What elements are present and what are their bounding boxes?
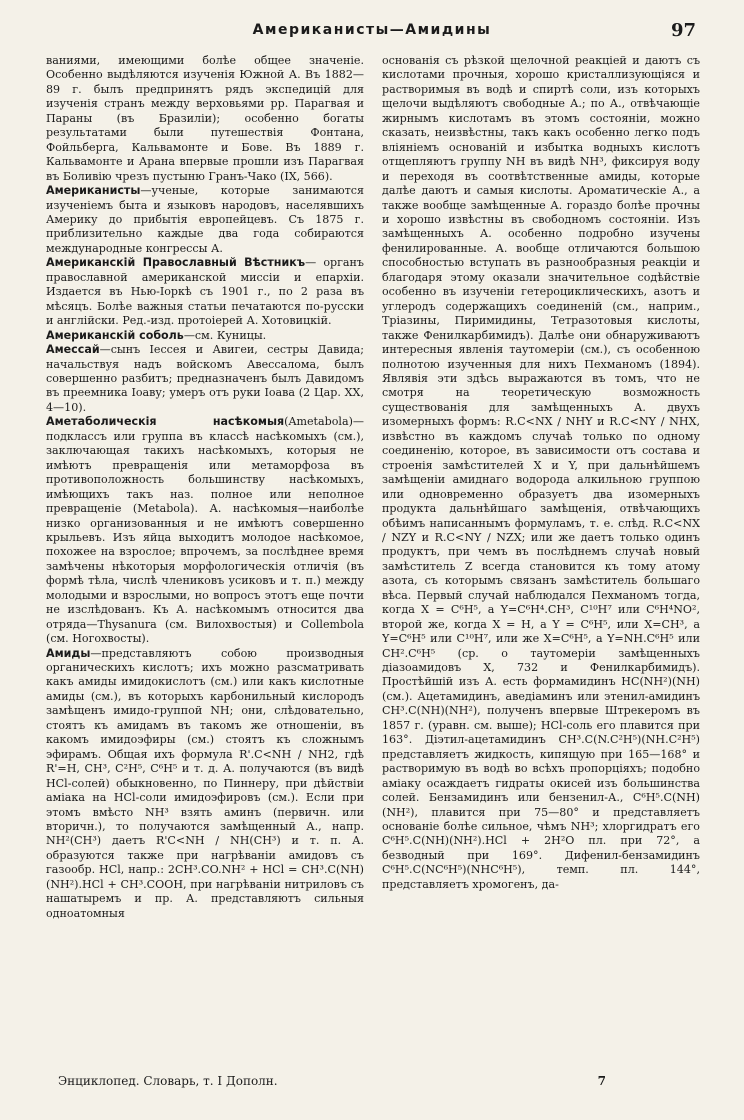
entry-headword: Амиды <box>46 646 91 660</box>
text-columns <box>46 54 700 1044</box>
left-column-paragraph <box>46 54 364 184</box>
page-header <box>48 22 696 46</box>
footer-signature: Энциклопед. Словарь, т. I Дополн. <box>58 1074 278 1088</box>
left-column-paragraph <box>46 184 364 256</box>
right-column-paragraph <box>382 54 700 892</box>
entry-text: —представляютъ собою производныя органическихъ кислотъ; ихъ можно разсматривать какъ амиды имидокислотъ (см.) или какъ кислотные амиды (см.), въ которыхъ карбонильный кислородъ замѣщенъ имидо-группой NH; они, слѣдовательно, стоятъ къ амидамъ въ такомъ же отношеніи, въ какомъ имидоэфиры (см.) стоятъ къ сложнымъ эфирамъ. Общая ихъ формула R'.C<NH / NH2, гдѣ R'=H, CH³, C²H⁵, C⁶H⁵ и т. д. А. получаются (въ видѣ HCl-солей) обыкновенно, по Пиннеру, при дѣйствіи аміака на HCl-соли имидоэфировъ (см.). Если при этомъ вмѣсто NH³ взять аминъ (первичн. или вторичн.), то получаются замѣщенный А., напр. NH²(CH³) даетъ R'C<NH / NH(CH³) и т. п. А. образуются также при нагрѣваніи амидовъ съ газообр. HCl, напр.: 2CH³.CO.NH² + HCl = CH³.C(NH)(NH²).HCl + CH³.COOH, при нагрѣваніи нитриловъ съ нашатыремъ и пр. А. представляютъ сильныя одноатомныя <box>46 646 364 920</box>
left-column-paragraph <box>46 329 364 343</box>
entry-text: — органъ православной американской миссіи и епархіи. Издается въ Нью-Іоркѣ съ 1901 г., по 2 раза въ мѣсяцъ. Болѣе важныя статьи печатаются по-русски и англійски. Ред.-изд. протоіерей А. Хотовицкій. <box>46 256 364 328</box>
entry-text: —сынъ Іессея и Авигеи, сестры Давида; начальствуя надъ войскомъ Авессалома, былъ совершенно разбитъ; предназначенъ былъ Давидомъ въ преемника Іоаву; умеръ отъ руки Іоава (2 Цар. XX, 4—10). <box>46 343 364 414</box>
left-column <box>46 54 364 1044</box>
left-column-paragraph <box>46 256 364 328</box>
entry-headword: Американскій соболь <box>46 328 184 342</box>
entry-text: —см. Куницы. <box>183 328 267 342</box>
entry-text: ваниями, имеющими болѣе общее значеніе. Особенно выдѣляются изученія Южной А. Въ 1882—89 г. былъ предпринятъ рядъ экспедицій для изученія странъ между верховьями рр. Парагвая и Параны (въ Бразиліи); особенно богаты результатами были путешествія Фонтана, Фойльберга, Кальвамонте и Бове. Въ 1889 г. Кальвамонте и Арана впервые прошли изъ Парагвая въ Боливію чрезъ пустыню Гранъ-Чако (IX, 566). <box>46 54 364 183</box>
page-number: 97 <box>670 20 696 41</box>
entry-headword: Американскій Православный Вѣстникъ <box>46 256 306 270</box>
entry-headword: Аметаболическія насѣкомыя <box>46 415 285 429</box>
entry-text: основанія съ рѣзкой щелочной реакціей и даютъ съ кислотами прочныя, хорошо кристаллизующіяся и растворимыя въ водѣ и спиртѣ соли, изъ которыхъ щелочи выдѣляютъ свободные А.; по А., отвѣчающіе жирнымъ кислотамъ въ этомъ состояніи, можно сказать, неизвѣстны, такъ какъ особенно легко подъ вліяніемъ основаній и избытка водныхъ кислотъ отщепляютъ группу NH въ видѣ NH³, фиксируя воду и переходя въ соотвѣтственные амиды, которые далѣе даютъ и самыя кислоты. Ароматическіе А., а также вообще замѣщенные А. гораздо болѣе прочны и хорошо извѣстны въ свободномъ состояніи. Изъ замѣщенныхъ А. особенно подробно изучены фенилированные. А. вообще отличаются большою способностью вступать въ разнообразныя реакціи и благодаря этому оказали значительное содѣйствіе особенно въ изученіи гетероциклическихъ, азотъ и углеродъ содержащихъ соединеній (см., наприм., Тріазины, Пиримидины, Тетразотовыя кислоты, также Фенилкарбимидъ). Далѣе они обнаруживаютъ интересныя явленія таутомеріи (см.), съ особенною полнотою изученныя для нихъ Пехманомъ (1894). Являвія эти здѣсь выражаются въ томъ, что не смотря на теоретическую возможность существованія для замѣщенныхъ А. двухъ изомерныхъ формъ: R.C<NX / NHY и R.C<NY / NHX, извѣстно въ каждомъ случаѣ только по одному соединенію, которое, въ зависимости отъ состава и строенія замѣстителей X и Y, при дальнѣйшемъ замѣщеніи амиднаго водорода алкильною группою или одновременно образуетъ два изомерныхъ продукта дальнѣйшаго замѣщенія, отвѣчающихъ обѣимъ написаннымъ формуламъ, т. е. слѣд. R.C<NX / NZY и R.C<NY / NZX; или же даетъ только одинъ продуктъ, при чемъ въ послѣднемъ случаѣ новый замѣститель Z всегда становится къ тому атому азота, съ которымъ связанъ замѣститель большаго вѣса. Первый случай наблюдался Пехманомъ тогда, когда X = C⁶H⁵, а Y=C⁶H⁴.CH³, C¹⁰H⁷ или C⁶H⁴NO², второй же, когда X = H, а Y = C⁶H⁵, или X=CH³, а Y=C⁶H⁵ или C¹⁰H⁷, или же X=C⁶H⁵, а Y=NH.C⁶H⁵ или CH².C⁶H⁵ (ср. о таутомеріи замѣщенныхъ діазоамидовъ X, 732 и Фенилкарбимидъ). Простѣйшій изъ А. есть формамидинъ HC(NH²)(NH) (см.). Ацетамидинъ, аведіаминъ или этенил-амидинъ CH³.C(NH)(NH²), полученъ впервые Штрекеромъ въ 1857 г. (уравн. см. выше); HCl-соль его плавится при 163°. Діэтил-ацетамидинъ CH³.C(N.C²H⁵)(NH.C²H⁵) представляетъ жидкость, кипящую при 165—168° и растворимую въ водѣ во всѣхъ пропорціяхъ; подобно аміаку осаждаетъ гидраты окисей изъ большинства солей. Бензамидинъ или бензенил-А., C⁶H⁵.C(NH)(NH²), плавится при 75—80° и представляетъ основаніе болѣе сильное, чѣмъ NH³; хлоргидратъ его C⁶H⁵.C(NH)(NH²).HCl + 2H²O пл. при 72°, а безводный при 169°. Дифенил-бензамидинъ C⁶H⁵.C(NC⁶H⁵)(NHC⁶H⁵), темп. пл. 144°, представляетъ хромогенъ, да- <box>382 54 700 891</box>
right-column <box>382 54 700 1044</box>
left-column-paragraph <box>46 343 364 415</box>
entry-headword: Амессай <box>46 343 100 357</box>
left-column-paragraph <box>46 647 364 922</box>
signature-mark: 7 <box>597 1074 606 1088</box>
entry-text: (Ametabola)—подклассъ или группа въ классѣ насѣкомыхъ (см.), заключающая такихъ насѣкомыхъ, которыя не имѣютъ превращенія или метаморфоза въ противоположность большинству насѣкомыхъ, имѣющихъ такъ наз. полное или неполное превращеніе (Metabola). А. насѣкомыя—наиболѣе низко организованныя и не имѣютъ совершенно крыльевъ. Изъ яйца выходитъ молодое насѣкомое, похожее на взрослое; впрочемъ, за послѣднее время замѣчены нѣкоторыя морфологическія отличія (въ формѣ тѣла, числѣ члениковъ усиковъ и т. п.) между молодыми и взрослыми, но вопросъ этотъ еще почти не изслѣдованъ. Къ А. насѣкомымъ относится два отряда—Thysanura (см. Вилохвостыя) и Collembola (см. Ногохвосты). <box>46 415 364 646</box>
running-head: Американисты—Амидины <box>252 22 492 38</box>
entry-headword: Американисты <box>46 184 141 198</box>
left-column-paragraph <box>46 415 364 646</box>
entry-text: —ученые, которые занимаются изученіемъ быта и языковъ народовъ, населявшихъ Америку до прибытія европейцевъ. Съ 1875 г. приблизительно каждые два года собираются международные конгрессы А. <box>46 184 364 255</box>
